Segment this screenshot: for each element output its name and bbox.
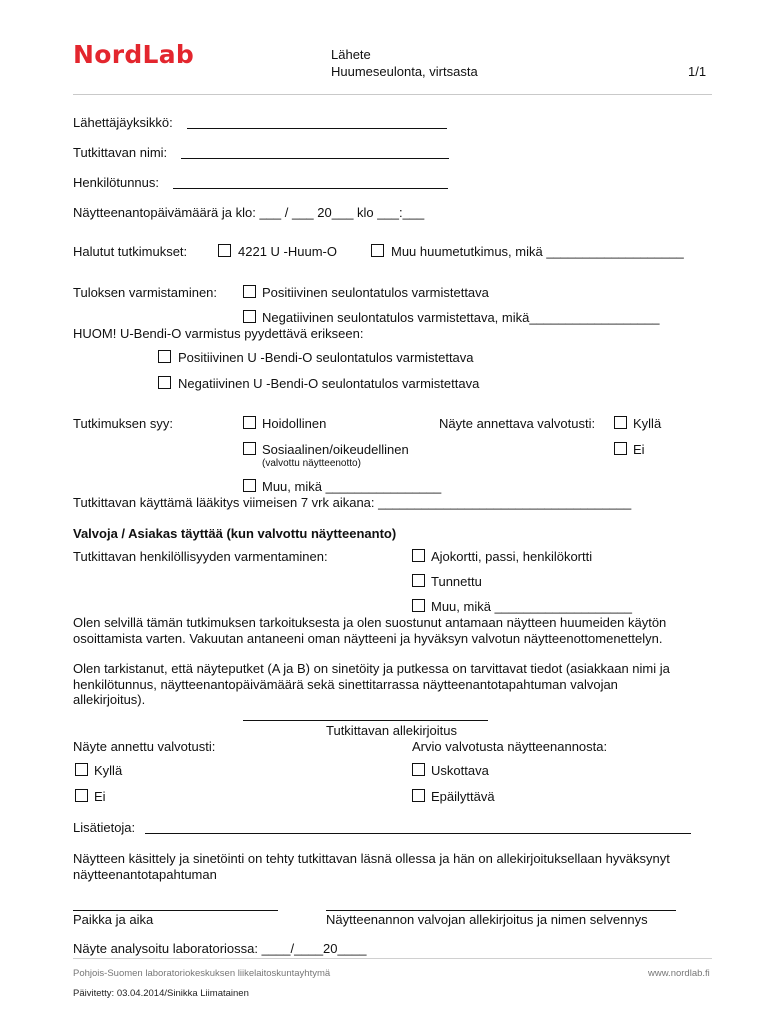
bendi-positive-checkbox[interactable] bbox=[158, 350, 171, 363]
id-known-checkbox[interactable] bbox=[412, 574, 425, 587]
reason-social-label: Sosiaalinen/oikeudellinen bbox=[262, 442, 409, 457]
confirm-positive-label: Positiivinen seulontatulos varmistettava bbox=[262, 285, 489, 300]
nordlab-logo: NordLab bbox=[73, 40, 195, 69]
identity-label: Tutkittavan henkilöllisyyden varmentaminen: bbox=[73, 549, 328, 564]
confirm-negative-label: Negatiivinen seulontatulos varmistettava, mikä__________________ bbox=[262, 310, 660, 325]
page-number: 1/1 bbox=[688, 64, 707, 79]
supervised-yes-checkbox[interactable] bbox=[614, 416, 627, 429]
handling-statement: Näytteen käsittely ja sinetöinti on tehty tutkittavan läsnä ollessa ja hän on allekirjoituksellaan hyväksynyt näytteenantotapahtuman bbox=[73, 851, 670, 882]
assessment-label: Arvio valvotusta näytteenannosta: bbox=[412, 739, 608, 754]
given-supervised-label: Näyte annettu valvotusti: bbox=[73, 739, 216, 754]
reason-treatment-label: Hoidollinen bbox=[262, 416, 327, 431]
id-known-label: Tunnettu bbox=[431, 574, 482, 589]
id-other-checkbox[interactable] bbox=[412, 599, 425, 612]
confirmation-label: Tuloksen varmistaminen: bbox=[73, 285, 218, 300]
assess-credible-checkbox[interactable] bbox=[412, 763, 425, 776]
ssn-field[interactable] bbox=[173, 188, 448, 189]
bendi-positive-label: Positiivinen U -Bendi-O seulontatulos varmistettava bbox=[178, 350, 474, 365]
bendi-negative-checkbox[interactable] bbox=[158, 376, 171, 389]
extra-info-label: Lisätietoja: bbox=[73, 820, 136, 835]
place-time-label: Paikka ja aika bbox=[73, 912, 154, 927]
assess-suspicious-label: Epäilyttävä bbox=[431, 789, 495, 804]
id-other-label: Muu, mikä ___________________ bbox=[431, 599, 632, 614]
supervised-no-checkbox[interactable] bbox=[614, 442, 627, 455]
footer-updated: Päivitetty: 03.04.2014/Sinikka Liimatainen bbox=[73, 988, 249, 999]
supervisor-signature-label: Näytteenannon valvojan allekirjoitus ja nimen selvennys bbox=[326, 912, 648, 927]
ssn-label: Henkilötunnus: bbox=[73, 175, 159, 190]
id-document-label: Ajokortti, passi, henkilökortti bbox=[431, 549, 593, 564]
given-yes-checkbox[interactable] bbox=[75, 763, 88, 776]
footer-divider bbox=[73, 958, 712, 959]
sender-unit-label: Lähettäjäyksikkö: bbox=[73, 115, 173, 130]
reason-label: Tutkimuksen syy: bbox=[73, 416, 173, 431]
given-yes-label: Kyllä bbox=[94, 763, 123, 778]
bendi-negative-label: Negatiivinen U -Bendi-O seulontatulos varmistettava bbox=[178, 376, 480, 391]
supervisor-signature-line[interactable] bbox=[326, 910, 676, 911]
doc-type: Lähete bbox=[331, 47, 371, 62]
footer-org: Pohjois-Suomen laboratoriokeskuksen liikelaitoskuntayhtymä bbox=[73, 968, 331, 979]
sample-date-field[interactable]: Näytteenantopäivämäärä ja klo: ___ / ___ 20___ klo ___:___ bbox=[73, 205, 425, 220]
consent-paragraph: Olen selvillä tämän tutkimuksen tarkoituksesta ja olen suostunut antamaan näytteen huumeiden käytön osoittamista varten. Vakuutan antaneeni oman näytteeni ja hyväksyn valvotun näytteenottomenettelyn. bbox=[73, 615, 667, 646]
supervised-no-label: Ei bbox=[633, 442, 645, 457]
confirm-negative-checkbox[interactable] bbox=[243, 310, 256, 323]
footer-web: www.nordlab.fi bbox=[648, 968, 710, 979]
supervisor-heading: Valvoja / Asiakas täyttää (kun valvottu näytteenanto) bbox=[73, 526, 397, 541]
analyzed-field[interactable]: Näyte analysoitu laboratoriossa: ____/____20____ bbox=[73, 941, 367, 956]
given-no-label: Ei bbox=[94, 789, 106, 804]
reason-social-checkbox[interactable] bbox=[243, 442, 256, 455]
reason-social-note: (valvottu näytteenotto) bbox=[262, 458, 361, 469]
supervised-yes-label: Kyllä bbox=[633, 416, 662, 431]
test-huum-checkbox[interactable] bbox=[218, 244, 231, 257]
reason-treatment-checkbox[interactable] bbox=[243, 416, 256, 429]
assess-credible-label: Uskottava bbox=[431, 763, 489, 778]
patient-name-label: Tutkittavan nimi: bbox=[73, 145, 168, 160]
extra-info-field[interactable] bbox=[145, 833, 691, 834]
test-other-checkbox[interactable] bbox=[371, 244, 384, 257]
patient-signature-label: Tutkittavan allekirjoitus bbox=[326, 723, 458, 738]
given-no-checkbox[interactable] bbox=[75, 789, 88, 802]
doc-title: Huumeseulonta, virtsasta bbox=[331, 64, 478, 79]
supervised-label: Näyte annettava valvotusti: bbox=[439, 416, 596, 431]
patient-name-field[interactable] bbox=[181, 158, 449, 159]
place-time-line[interactable] bbox=[73, 910, 278, 911]
test-huum-label: 4221 U -Huum-O bbox=[238, 244, 337, 259]
patient-signature-line[interactable] bbox=[243, 720, 488, 721]
requested-tests-label: Halutut tutkimukset: bbox=[73, 244, 188, 259]
confirm-positive-checkbox[interactable] bbox=[243, 285, 256, 298]
reason-other-checkbox[interactable] bbox=[243, 479, 256, 492]
test-other-label: Muu huumetutkimus, mikä ___________________ bbox=[391, 244, 684, 259]
bendi-note: HUOM! U-Bendi-O varmistus pyydettävä erikseen: bbox=[73, 326, 364, 341]
medication-field[interactable]: Tutkittavan käyttämä lääkitys viimeisen 7 vrk aikana: ___________________________________ bbox=[73, 495, 632, 510]
header-divider bbox=[73, 94, 712, 95]
sender-unit-field[interactable] bbox=[187, 128, 447, 129]
id-document-checkbox[interactable] bbox=[412, 549, 425, 562]
seal-check-paragraph: Olen tarkistanut, että näyteputket (A ja B) on sinetöity ja putkessa on tarvittavat tiedot (asiakkaan nimi ja henkilötunnus, näytteenantopäivämäärä sekä sinettitarrassa näytteenantotapahtuman valvojan allekirjoitus). bbox=[73, 661, 670, 707]
assess-suspicious-checkbox[interactable] bbox=[412, 789, 425, 802]
reason-other-label: Muu, mikä ________________ bbox=[262, 479, 442, 494]
